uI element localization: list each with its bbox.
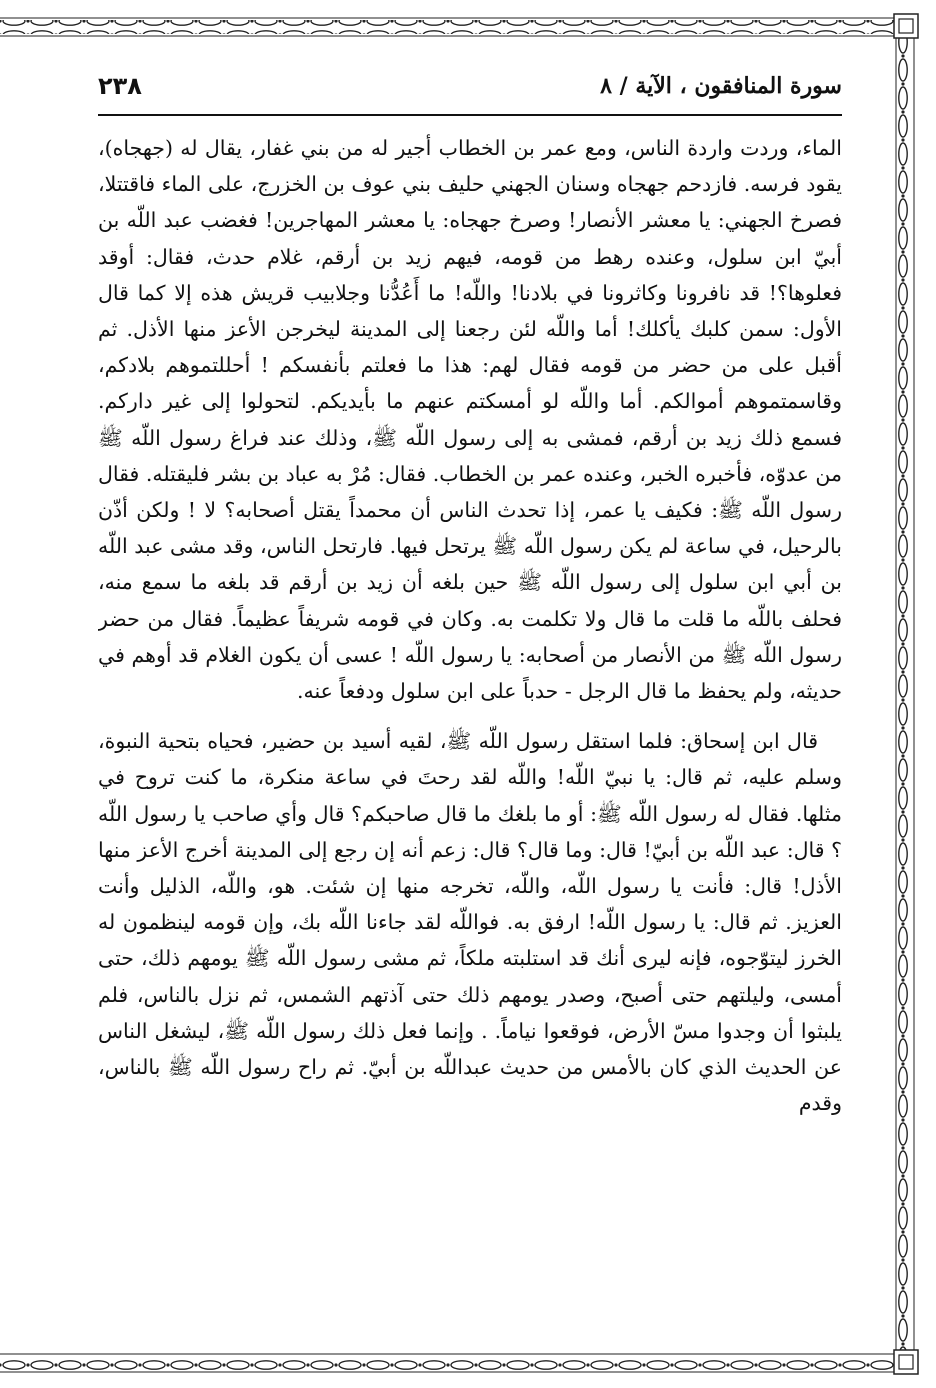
running-header xyxy=(98,58,842,116)
body-text xyxy=(98,130,842,1121)
paragraph-2: قال ابن إسحاق: فلما استقل رسول اللّه ﷺ، لقيه أسيد بن حضير، فحياه بتحية النبوة، وسلم عليه، ثم قال: يا نبيّ اللّه! واللّه لقد رحتَ في ساعة منكرة، ما كنت تروح في مثلها. فقال له رسول اللّه ﷺ: أو ما بلغك ما قال صاحبكم؟ قال وأي صاحب يا رسول اللّه ؟ قال: عبد اللّه بن أبيّ! قال: وما قال؟ قال: زعم أنه إن رجع إلى المدينة أخرج الأعز منها الأذل! قال: فأنت يا رسول اللّه، واللّه، تخرجه منها إن شئت. هو، واللّه، الذليل وأنت العزيز. ثم قال: يا رسول اللّه! ارفق به. فواللّه لقد جاءنا اللّه بك، وإن قومه لينظمون له الخرز ليتوّجوه، فإنه ليرى أنك قد استلبته ملكاً، ثم مشى رسول اللّه ﷺ يومهم ذلك، حتى أمسى، وليلتهم حتى أصبح، وصدر يومهم ذلك حتى آذتهم الشمس، ثم نزل بالناس، فلم يلبثوا أن وجدوا مسّ الأرض، فوقعوا نياماً. . وإنما فعل ذلك رسول اللّه ﷺ، ليشغل الناس عن الحديث الذي كان بالأمس من حديث عبداللّه بن أبيّ. ثم راح رسول اللّه ﷺ بالناس، وقدم xyxy=(98,729,842,1116)
paragraph-1: الماء، وردت واردة الناس، ومع عمر بن الخطاب أجير له من بني غفار، يقال له (جهجاه)، يقود فرسه. فازدحم جهجاه وسنان الجهني حليف بني عوف بن الخزرج، على الماء فاقتتلا، فصرخ الجهني: يا معشر الأنصار! وصرخ جهجاه: يا معشر المهاجرين! فغضب عبد اللّه بن أبيّ ابن سلول، وعنده رهط من قومه، فيهم زيد بن أرقم، غلام حدث، فقال: أوقد فعلوها؟! قد نافرونا وكاثرونا في بلادنا! واللّه! ما أَعُدُّنا وجلابيب قريش هذه إلا كما قال الأول: سمن كلبك يأكلك! أما واللّه لئن رجعنا إلى المدينة ليخرجن الأعز منها الأذل. ثم أقبل على من حضر من قومه فقال لهم: هذا ما فعلتم بأنفسكم ! أحللتموهم بلادكم، وقاسمتموهم أموالكم. أما واللّه لو أمسكتم عنهم ما بأيديكم. لتحولوا إلى غير داركم. فسمع ذلك زيد بن أرقم، فمشى به إلى رسول اللّه ﷺ، وذلك عند فراغ رسول اللّه ﷺ من عدوّه، فأخبره الخبر، وعنده عمر بن الخطاب. فقال: مُرْ به عباد بن بشر فليقتله. فقال رسول اللّه ﷺ: فكيف يا عمر، إذا تحدث الناس أن محمداً يقتل أصحابه؟ لا ! ولكن أذّن بالرحيل، في ساعة لم يكن رسول اللّه ﷺ يرتحل فيها. فارتحل الناس، وقد مشى عبد اللّه بن أبي ابن سلول إلى رسول اللّه ﷺ حين بلغه أن زيد بن أرقم قد بلغه ما سمع منه، فحلف باللّه ما قلت ما قال ولا تكلمت به. وكان في قومه شريفاً عظيماً. فقال من حضر رسول اللّه ﷺ من الأنصار من أصحابه: يا رسول اللّه ! عسى أن يكون الغلام قد أوهم في حديثه، ولم يحفظ ما قال الرجل - حدباً على ابن سلول ودفعاً عنه. xyxy=(98,136,842,704)
surah-verse-title: سورة المنافقون ، الآية / ٨ xyxy=(600,73,842,99)
page-number: ٢٣٨ xyxy=(98,72,142,100)
book-page xyxy=(98,58,842,1348)
